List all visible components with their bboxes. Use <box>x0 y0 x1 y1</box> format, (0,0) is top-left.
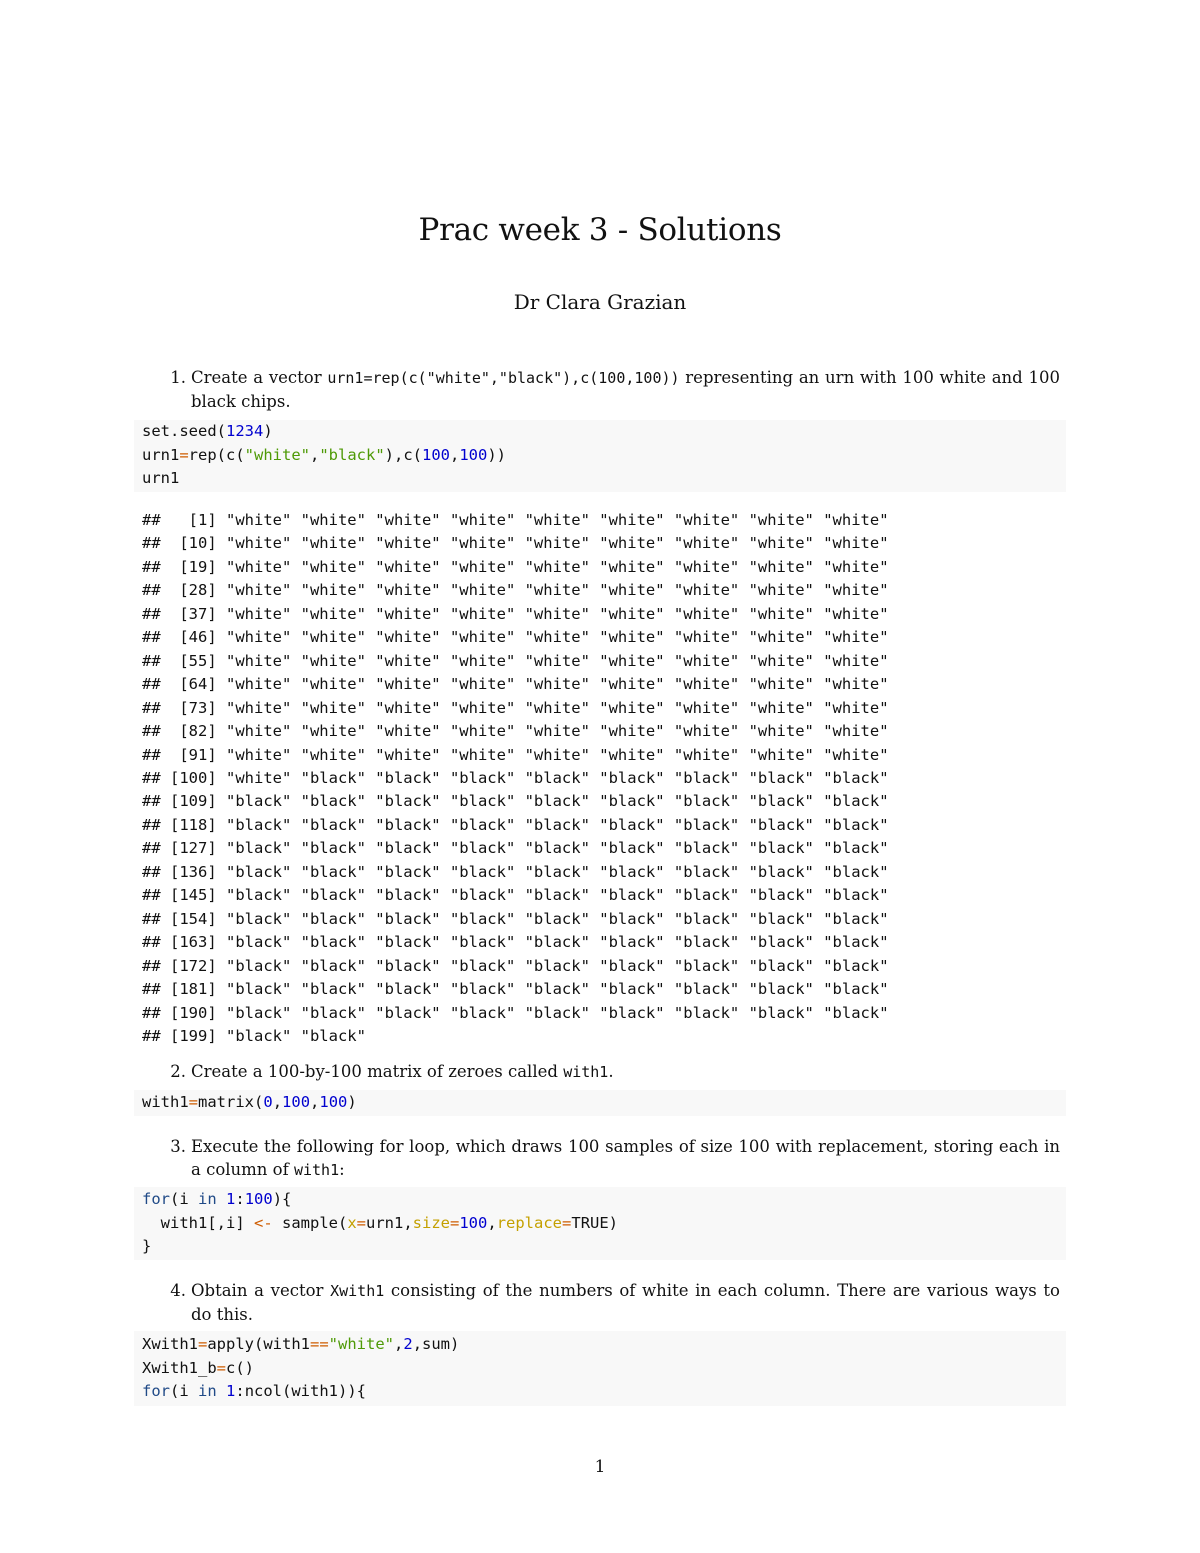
output-line: ## [136] "black" "black" "black" "black" "black" "black" "black" "black" "black" <box>142 862 889 881</box>
output-line: ## [82] "white" "white" "white" "white" "white" "white" "white" "white" "white" <box>142 722 889 741</box>
code-block-4 <box>134 1331 1066 1406</box>
code-line: for(i in 1:ncol(with1)){ <box>142 1382 367 1400</box>
output-line: ## [199] "black" "black" <box>142 1026 366 1045</box>
code-line: with1[,i] <- sample(x=urn1,size=100,replace=TRUE) <box>142 1213 619 1232</box>
output-line: ## [127] "black" "black" "black" "black" "black" "black" "black" "black" "black" <box>142 839 889 858</box>
document-author: Dr Clara Grazian <box>513 290 687 314</box>
output-line: ## [55] "white" "white" "white" "white" "white" "white" "white" "white" "white" <box>142 651 889 670</box>
code-block-3 <box>134 1187 1066 1260</box>
question-number: 4. <box>170 1281 186 1300</box>
inline-code: with1 <box>293 1161 340 1179</box>
output-line: ## [118] "black" "black" "black" "black" "black" "black" "black" "black" "black" <box>142 815 889 834</box>
question-text: Create a 100-by-100 matrix of zeroes called with1. <box>191 1062 614 1081</box>
question-4 <box>160 1279 1060 1326</box>
output-line: ## [172] "black" "black" "black" "black" "black" "black" "black" "black" "black" <box>142 956 889 975</box>
output-line: ## [91] "white" "white" "white" "white" "white" "white" "white" "white" "white" <box>142 745 889 764</box>
output-line: ## [28] "white" "white" "white" "white" "white" "white" "white" "white" "white" <box>142 581 889 600</box>
code-line: for(i in 1:100){ <box>142 1190 292 1208</box>
output-line: ## [100] "white" "black" "black" "black" "black" "black" "black" "black" "black" <box>142 768 889 787</box>
question-text: Execute the following for loop, which draws 100 samples of size 100 with replacement, storing each in a column of with1: <box>191 1137 1060 1179</box>
output-line: ## [145] "black" "black" "black" "black" "black" "black" "black" "black" "black" <box>142 886 889 905</box>
page-number: 1 <box>594 1457 606 1477</box>
output-line: ## [37] "white" "white" "white" "white" "white" "white" "white" "white" "white" <box>142 604 889 623</box>
question-number: 3. <box>170 1137 186 1156</box>
code-block-2 <box>134 1090 1066 1116</box>
question-text: Obtain a vector Xwith1 consisting of the numbers of white in each column. There are various ways to do this. <box>191 1281 1060 1324</box>
output-line: ## [19] "white" "white" "white" "white" "white" "white" "white" "white" "white" <box>142 557 889 576</box>
output-line: ## [64] "white" "white" "white" "white" "white" "white" "white" "white" "white" <box>142 675 889 694</box>
question-2 <box>160 1060 1060 1084</box>
output-line: ## [109] "black" "black" "black" "black" "black" "black" "black" "black" "black" <box>142 792 889 811</box>
output-line: ## [73] "white" "white" "white" "white" "white" "white" "white" "white" "white" <box>142 698 889 717</box>
output-line: ## [46] "white" "white" "white" "white" "white" "white" "white" "white" "white" <box>142 628 889 647</box>
code-line: with1=matrix(0,100,100) <box>142 1093 357 1111</box>
inline-code: with1 <box>563 1063 609 1081</box>
output-line: ## [163] "black" "black" "black" "black" "black" "black" "black" "black" "black" <box>142 933 889 952</box>
output-line: ## [181] "black" "black" "black" "black" "black" "black" "black" "black" "black" <box>142 980 889 999</box>
question-3 <box>160 1135 1060 1182</box>
code-line: } <box>142 1237 152 1255</box>
document-title: Prac week 3 - Solutions <box>418 212 782 248</box>
output-line: ## [10] "white" "white" "white" "white" "white" "white" "white" "white" "white" <box>142 534 889 553</box>
code-line: urn1 <box>142 469 180 487</box>
code-line: Xwith1=apply(with1=="white",2,sum) <box>142 1335 460 1353</box>
inline-code: Xwith1 <box>330 1282 385 1300</box>
output-line: ## [190] "black" "black" "black" "black" "black" "black" "black" "black" "black" <box>142 1003 889 1022</box>
question-number: 2. <box>170 1062 186 1081</box>
output-line: ## [1] "white" "white" "white" "white" "white" "white" "white" "white" "white" <box>142 511 889 529</box>
code-block-1 <box>134 420 1066 492</box>
output-line: ## [154] "black" "black" "black" "black" "black" "black" "black" "black" "black" <box>142 909 889 928</box>
inline-code: urn1=rep(c("white","black"),c(100,100)) <box>327 369 680 387</box>
console-output <box>134 509 1066 1048</box>
code-line: Xwith1_b=c() <box>142 1358 254 1377</box>
question-1 <box>160 366 1060 413</box>
question-text: Create a vector urn1=rep(c("white","black"),c(100,100)) representing an urn with 100 white and 100 black chips. <box>191 368 1060 411</box>
question-number: 1. <box>170 368 186 387</box>
code-line: urn1=rep(c("white","black"),c(100,100)) <box>142 445 507 464</box>
code-line: set.seed(1234) <box>142 422 273 440</box>
